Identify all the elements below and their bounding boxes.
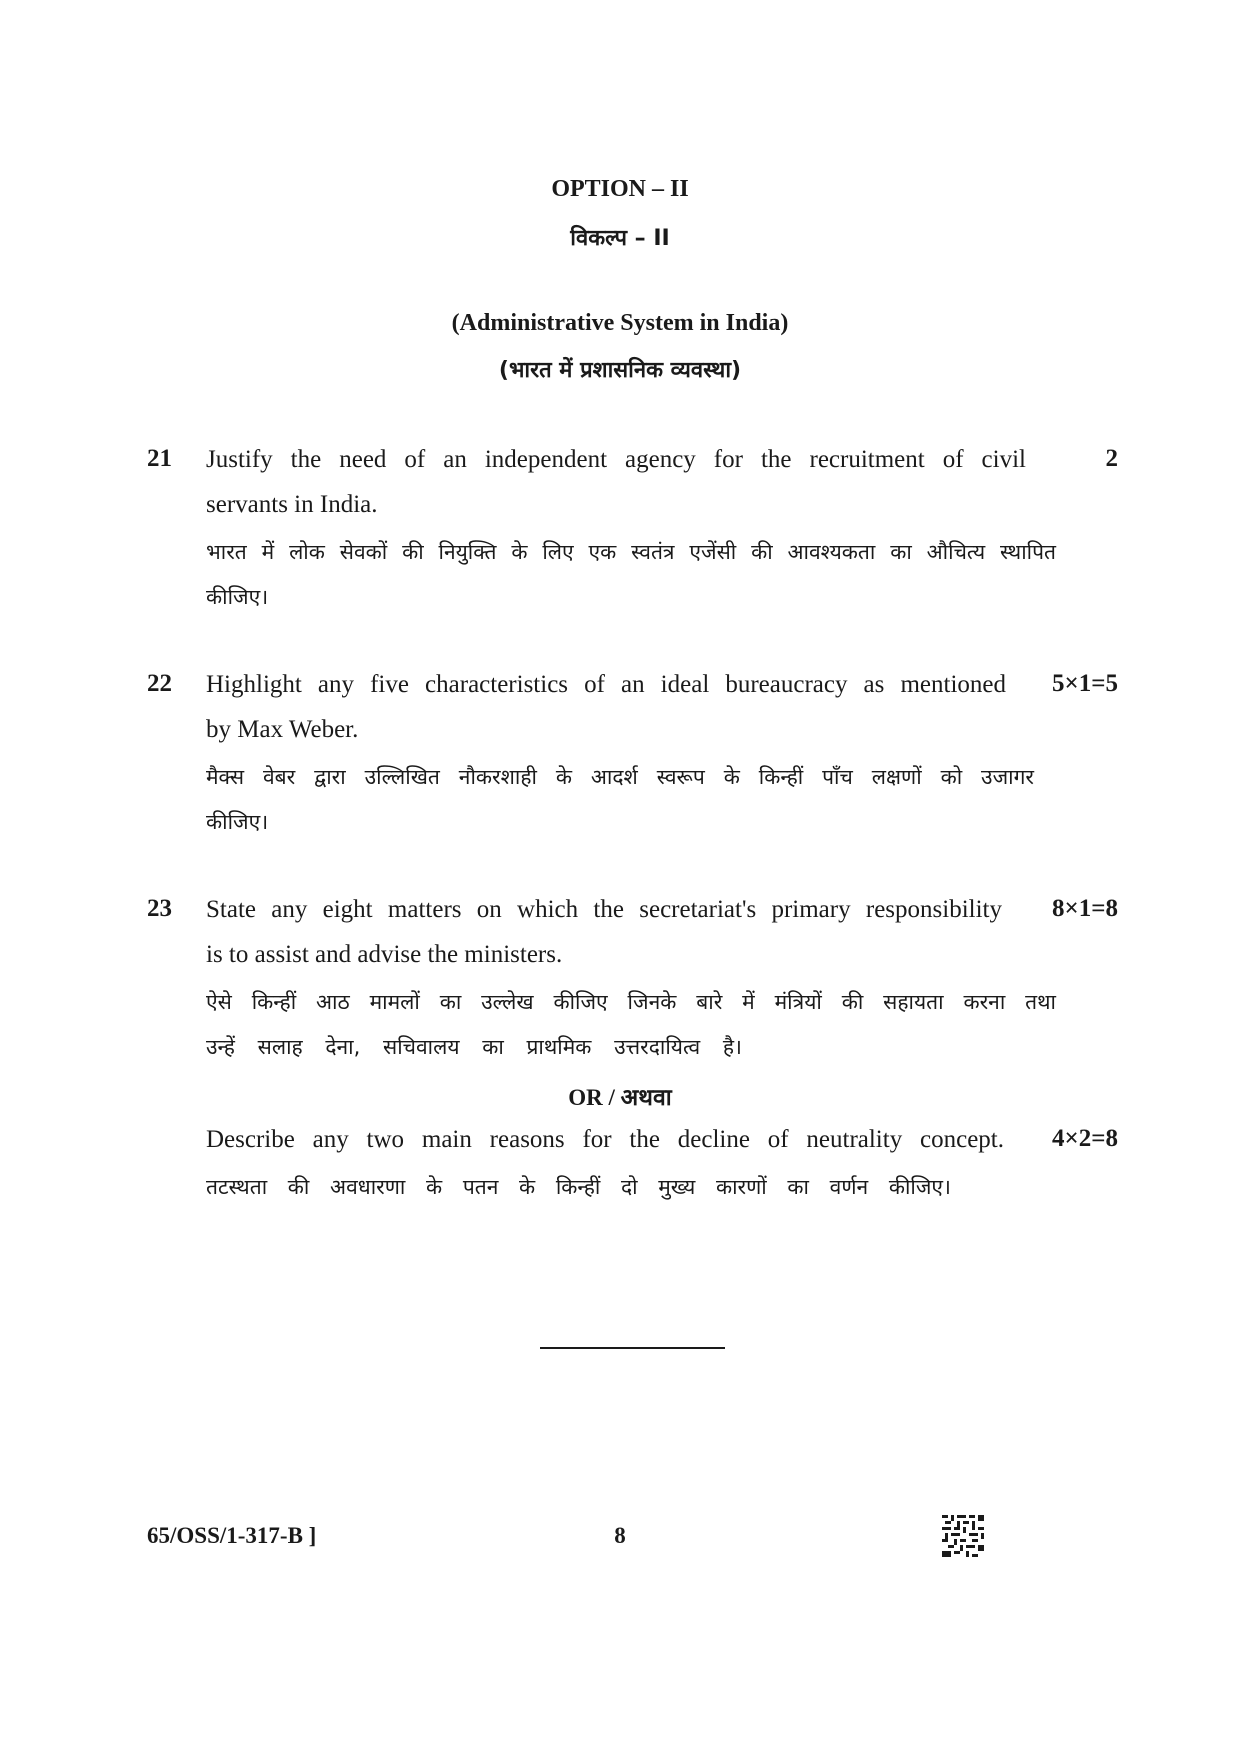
question-marks: 8×1=8 bbox=[1052, 895, 1118, 922]
question-text-hi-line2: कीजिए। bbox=[206, 585, 269, 609]
question-number: 21 bbox=[147, 445, 172, 472]
or-separator: OR / अथवा bbox=[568, 1085, 672, 1110]
option-title: OPTION – II bbox=[551, 176, 689, 202]
question-text-hi-line1: भारत में लोक सेवकों की नियुक्ति के लिए एक स्वतंत्र एजेंसी की आवश्यकता का औचित्य स्थापित bbox=[206, 540, 1056, 564]
question-text-en-line1: Highlight any five characteristics of an ideal bureaucracy as mentioned bbox=[206, 671, 1006, 698]
end-divider bbox=[540, 1347, 725, 1349]
question-number: 22 bbox=[147, 670, 172, 697]
paper-code: 65/OSS/1-317-B ] bbox=[147, 1523, 317, 1548]
page-number: 8 bbox=[614, 1523, 626, 1548]
question-marks: 2 bbox=[1105, 445, 1118, 472]
question-text-en-line2: is to assist and advise the ministers. bbox=[206, 941, 563, 968]
question-marks: 5×1=5 bbox=[1052, 670, 1118, 697]
option-title-hindi: विकल्प – II bbox=[570, 226, 670, 251]
alternative-question-marks: 4×2=8 bbox=[1052, 1125, 1118, 1152]
question-text-en-line2: servants in India. bbox=[206, 491, 378, 518]
question-text-hi-line2: उन्हें सलाह देना, सचिवालय का प्राथमिक उत्तरदायित्व है। bbox=[206, 1035, 742, 1059]
question-text-hi-line2: कीजिए। bbox=[206, 810, 269, 834]
question-text-en-line2: by Max Weber. bbox=[206, 716, 359, 743]
qr-code-icon bbox=[942, 1515, 984, 1557]
alternative-question-text-en: Describe any two main reasons for the decline of neutrality concept. bbox=[206, 1126, 1004, 1153]
alternative-question-text-hi: तटस्थता की अवधारणा के पतन के किन्हीं दो मुख्य कारणों का वर्णन कीजिए। bbox=[206, 1175, 951, 1199]
question-text-hi-line1: ऐसे किन्हीं आठ मामलों का उल्लेख कीजिए जिनके बारे में मंत्रियों की सहायता करना तथा bbox=[206, 990, 1056, 1014]
question-text-hi-line1: मैक्स वेबर द्वारा उल्लिखित नौकरशाही के आदर्श स्वरूप के किन्हीं पाँच लक्षणों को उजागर bbox=[206, 765, 1034, 789]
question-text-en-line1: Justify the need of an independent agency for the recruitment of civil bbox=[206, 446, 1026, 473]
subject-title-hindi: (भारत में प्रशासनिक व्यवस्था) bbox=[498, 358, 742, 383]
subject-title: (Administrative System in India) bbox=[451, 310, 789, 336]
question-text-en-line1: State any eight matters on which the secretariat's primary responsibility bbox=[206, 896, 1002, 923]
question-number: 23 bbox=[147, 895, 172, 922]
